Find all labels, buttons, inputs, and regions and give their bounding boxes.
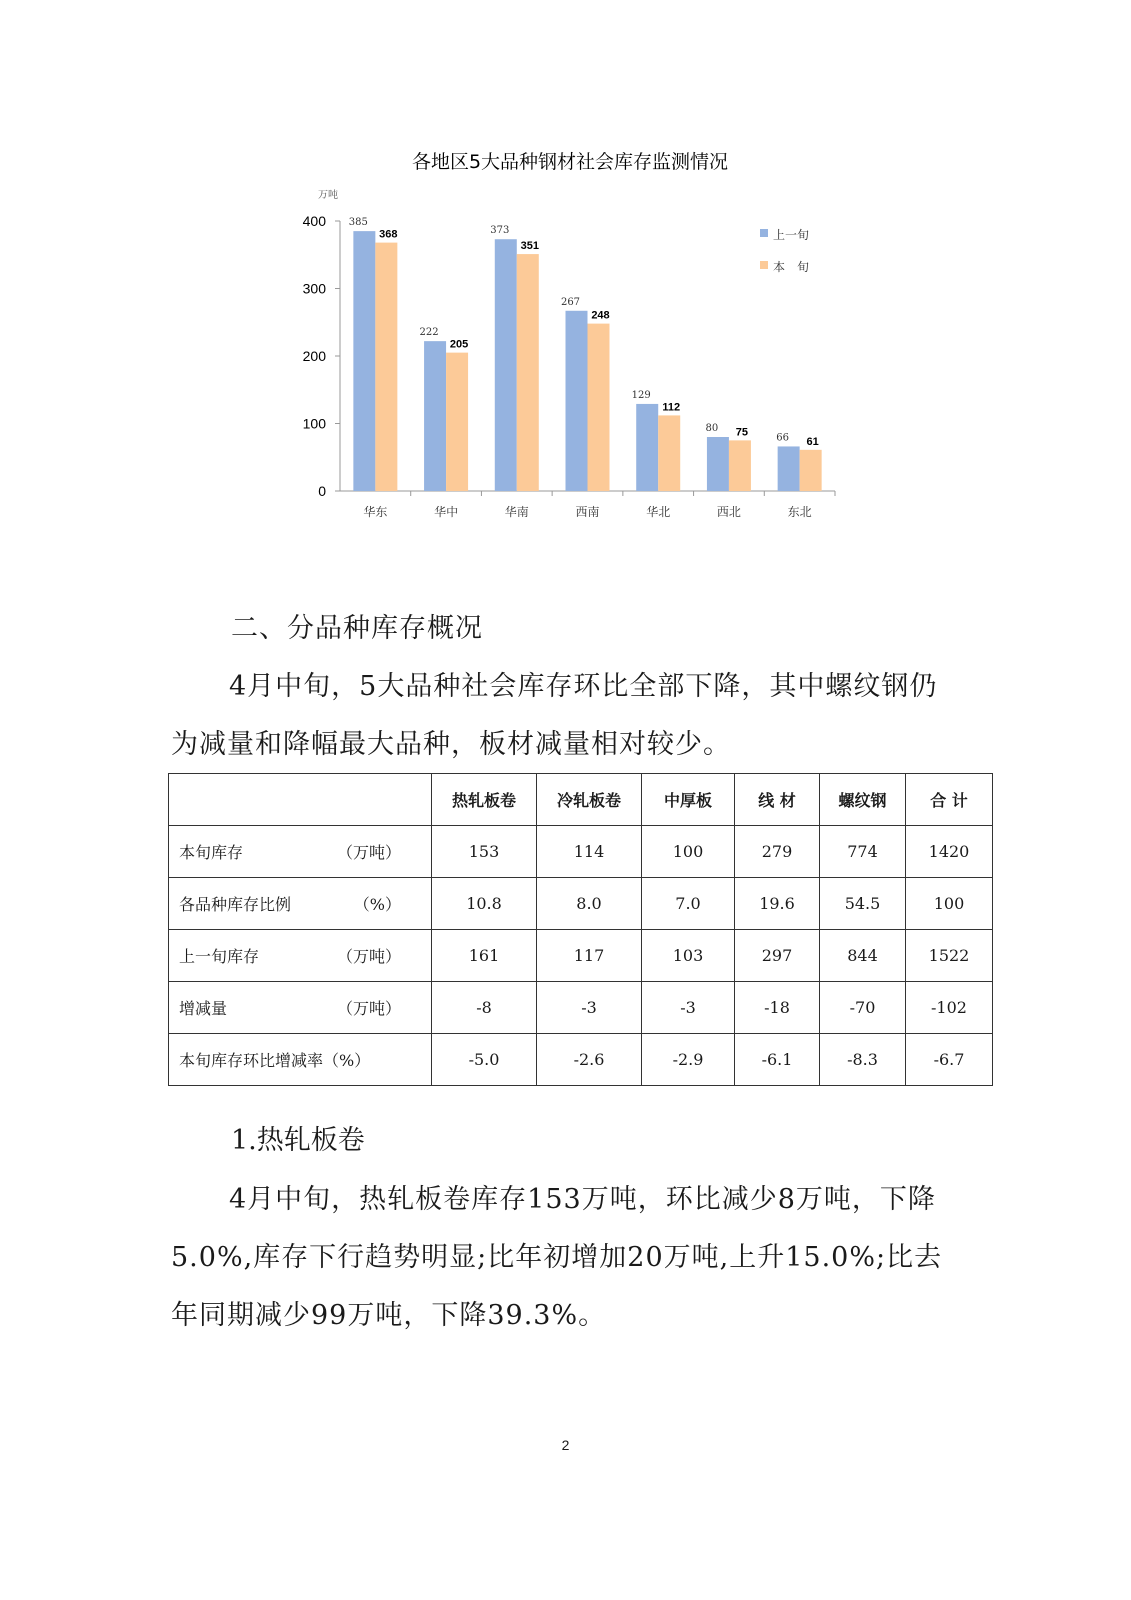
row-label-cell	[169, 878, 432, 930]
bar-current	[658, 415, 680, 491]
row-label: 增减量	[179, 999, 228, 1018]
table-cell: 114	[537, 826, 642, 878]
row-unit: （%）	[353, 895, 401, 914]
row-unit: （万吨）	[336, 999, 401, 1018]
table-header-cell: 热轧板卷	[432, 774, 537, 826]
table-row	[169, 1034, 993, 1086]
y-axis-unit-label: 万吨	[318, 190, 338, 201]
table-cell: -2.6	[537, 1034, 642, 1086]
bar-prev	[778, 446, 800, 491]
x-category-label: 华中	[434, 505, 459, 519]
table-cell: -6.7	[906, 1034, 993, 1086]
data-label-prev: 267	[560, 296, 581, 308]
table-header-cell: 螺纹钢	[820, 774, 906, 826]
table-cell: -70	[820, 982, 906, 1034]
table-header-cell: 合 计	[906, 774, 993, 826]
legend-swatch	[760, 261, 768, 269]
data-label-prev: 129	[631, 389, 651, 401]
row-label-cell	[169, 1034, 432, 1086]
table-header-cell: 线 材	[735, 774, 820, 826]
table-cell: 297	[735, 930, 820, 982]
table-cell: 153	[432, 826, 537, 878]
table-cell: 10.8	[432, 878, 537, 930]
chart-svg	[290, 140, 870, 540]
bar-current	[729, 440, 751, 491]
bar-prev	[353, 231, 375, 491]
bar-prev	[566, 311, 588, 491]
row-label: 上一旬库存	[179, 947, 260, 966]
bar-current	[446, 353, 468, 491]
bar-current	[375, 243, 397, 491]
chart-title: 各地区5大品种钢材社会库存监测情况	[411, 151, 729, 173]
table-cell: 100	[906, 878, 993, 930]
table-cell: -6.1	[735, 1034, 820, 1086]
x-category-label: 西北	[716, 505, 741, 519]
data-label-current: 248	[591, 309, 610, 322]
section-heading: 二、分品种库存概况	[231, 613, 483, 644]
data-label-prev: 373	[490, 225, 510, 237]
row-label: 各品种库存比例	[179, 895, 292, 914]
table-row	[169, 878, 993, 930]
row-unit: （万吨）	[336, 843, 401, 862]
table-cell: 19.6	[735, 878, 820, 930]
section-paragraph: 4月中旬，5大品种社会库存环比全部下降，其中螺纹钢仍为减量和降幅最大品种，板材减量相对较少。	[171, 671, 938, 760]
table-header-cell: 中厚板	[642, 774, 735, 826]
table-cell: 117	[537, 930, 642, 982]
bar-current	[800, 450, 822, 491]
table-cell: 279	[735, 826, 820, 878]
bar-current	[588, 324, 610, 491]
bar-prev	[495, 239, 517, 491]
table-cell: 100	[642, 826, 735, 878]
table-cell: -8.3	[820, 1034, 906, 1086]
table-cell: 161	[432, 930, 537, 982]
y-tick-label: 0	[318, 483, 326, 499]
bar-prev	[707, 437, 729, 491]
x-category-label: 华东	[363, 505, 388, 519]
data-label-current: 61	[806, 435, 819, 448]
inventory-bar-chart	[290, 140, 870, 540]
row-label-cell	[169, 826, 432, 878]
legend-label: 本 旬	[773, 260, 810, 274]
x-category-label: 华北	[646, 505, 671, 519]
table-cell: -8	[432, 982, 537, 1034]
table-row	[169, 982, 993, 1034]
table-cell: -18	[735, 982, 820, 1034]
bar-prev	[636, 404, 658, 491]
x-category-label: 东北	[787, 505, 812, 519]
page-number: 2	[561, 1437, 570, 1453]
bar-current	[517, 254, 539, 491]
table-cell: 1420	[906, 826, 993, 878]
sub-heading: 1.热轧板卷	[231, 1125, 365, 1156]
table-cell: -102	[906, 982, 993, 1034]
y-tick-label: 100	[302, 415, 326, 432]
row-label-cell	[169, 930, 432, 982]
legend-swatch	[760, 229, 768, 237]
x-category-label: 西南	[575, 505, 600, 519]
table-row	[169, 930, 993, 982]
table-cell: -3	[537, 982, 642, 1034]
data-label-current: 205	[449, 338, 469, 351]
table-header-cell: 冷轧板卷	[537, 774, 642, 826]
table-header-row	[169, 774, 993, 826]
legend-label: 上一旬	[773, 228, 810, 242]
x-category-label: 华南	[504, 505, 529, 519]
data-label-prev: 66	[776, 432, 790, 444]
data-label-current: 112	[662, 401, 681, 414]
table-cell: -5.0	[432, 1034, 537, 1086]
y-tick-label: 200	[302, 348, 326, 364]
row-label-cell	[169, 982, 432, 1034]
bar-prev	[424, 341, 446, 491]
table-cell: -3	[642, 982, 735, 1034]
table-header-cell	[169, 774, 432, 826]
row-label: 本旬库存	[179, 843, 244, 862]
data-label-prev: 385	[348, 217, 368, 229]
inventory-table	[168, 773, 993, 1086]
data-label-prev: 222	[419, 327, 439, 339]
sub-paragraph: 4月中旬，热轧板卷库存153万吨，环比减少8万吨，下降5.0%,库存下行趋势明显;比年初增加20万吨,上升15.0%;比去年同期减少99万吨，下降39.3%。	[171, 1184, 943, 1331]
table-cell: 1522	[906, 930, 993, 982]
table-row	[169, 826, 993, 878]
table-cell: 103	[642, 930, 735, 982]
data-label-current: 368	[379, 228, 398, 241]
table-cell: 54.5	[820, 878, 906, 930]
row-unit: （万吨）	[336, 947, 401, 966]
table-cell: 844	[820, 930, 906, 982]
row-label: 本旬库存环比增减率（%）	[179, 1051, 371, 1070]
data-label-current: 351	[520, 240, 539, 253]
table-cell: -2.9	[642, 1034, 735, 1086]
y-tick-label: 400	[302, 213, 326, 229]
table-cell: 8.0	[537, 878, 642, 930]
table-cell: 774	[820, 826, 906, 878]
data-label-current: 75	[735, 426, 749, 439]
y-tick-label: 300	[302, 280, 326, 297]
data-label-prev: 80	[705, 423, 719, 434]
table-cell: 7.0	[642, 878, 735, 930]
